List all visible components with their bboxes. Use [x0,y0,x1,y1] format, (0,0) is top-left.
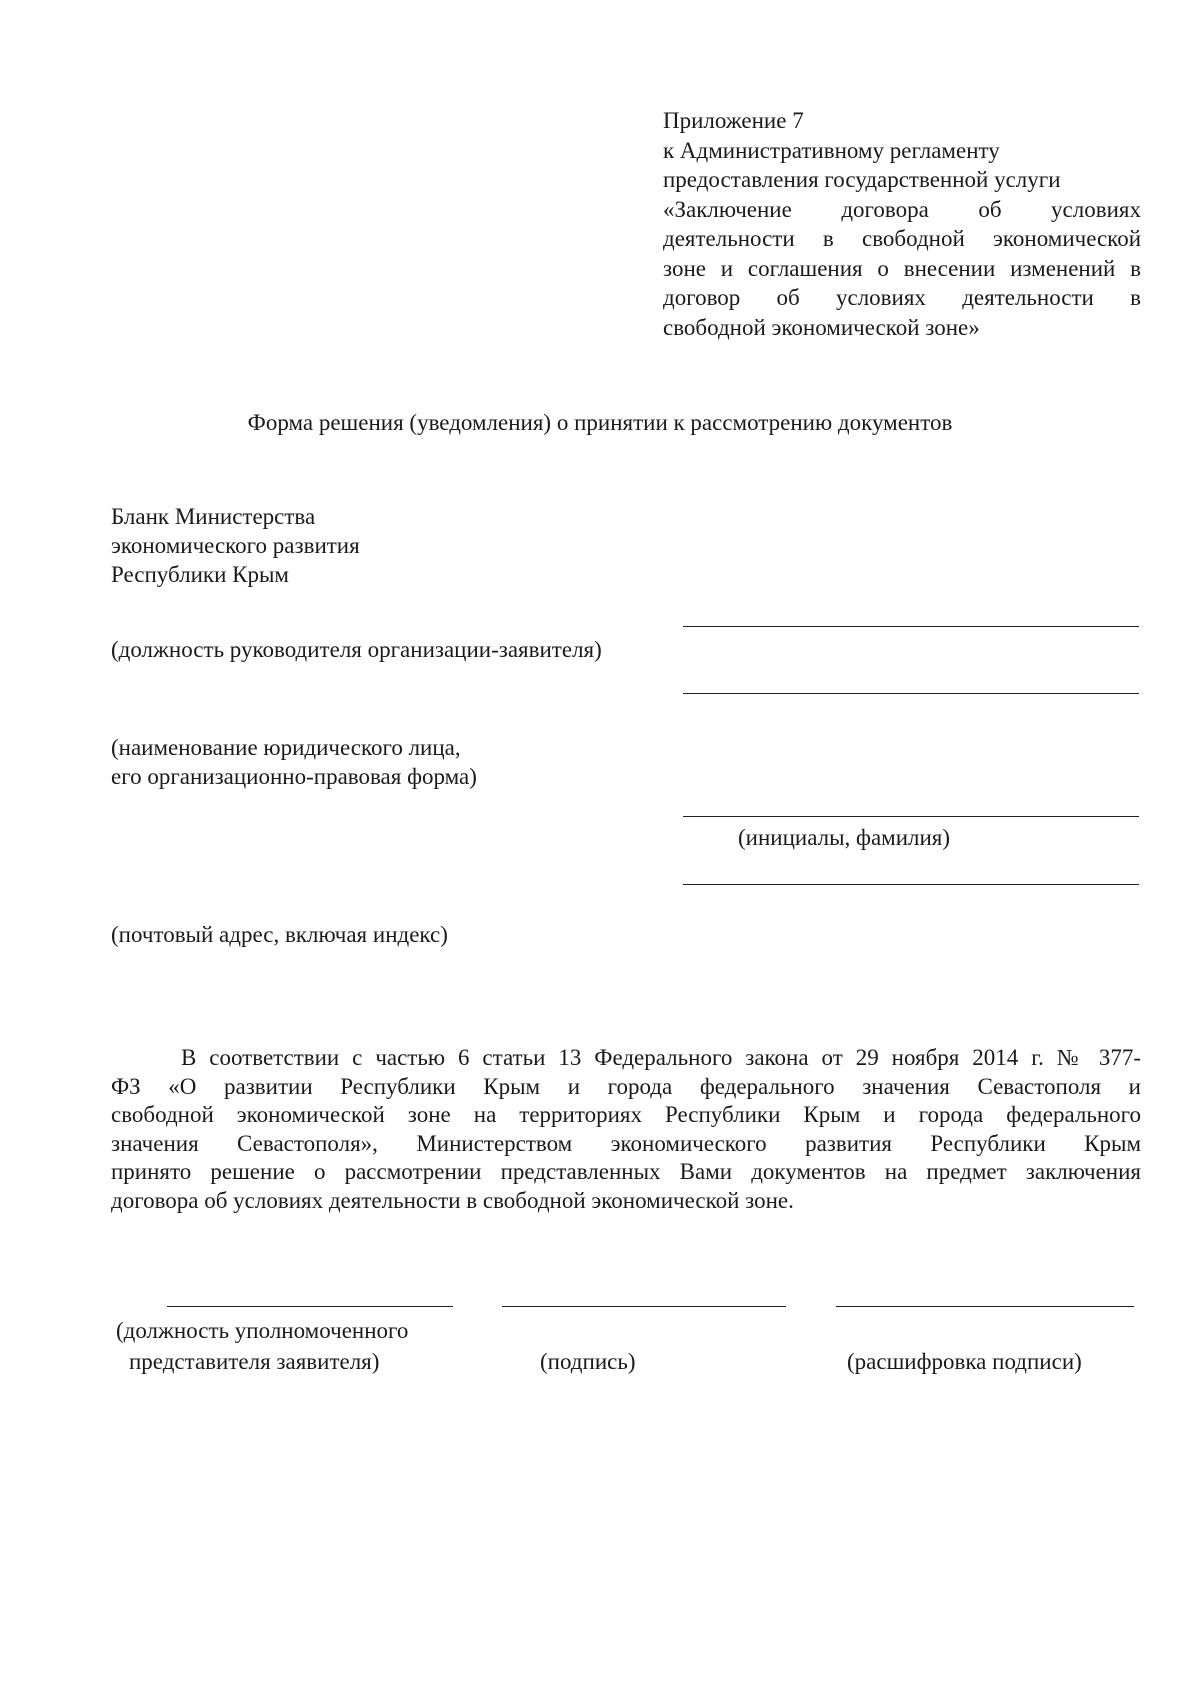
address-blank-line [683,884,1139,885]
letterhead-line: Республики Крым [111,562,289,587]
position-caption: (должность руководителя организации-заявителя) [111,637,602,662]
signature-caption: (подпись) [540,1349,636,1374]
paragraph-line: свободной экономической зоне на территориях Республики Крым и города федерального [111,1102,1141,1128]
entity-blank-line [683,693,1139,694]
letterhead-line: экономического развития [111,533,360,558]
appendix-line: Приложение 7 [663,108,804,133]
appendix-line: предоставления государственной услуги [663,167,1061,192]
appendix-line: свободной экономической зоне» [663,314,980,340]
appendix-line: зоне и соглашения о внесении изменений в [663,255,1141,281]
letterhead-line: Бланк Министерства [111,504,316,529]
paragraph-line: В соответствии с частью 6 статьи 13 Федерального закона от 29 ноября 2014 г. № 377- [181,1045,1141,1070]
paragraph-line: ФЗ «О развитии Республики Крым и города федерального значения Севастополя и [111,1073,1141,1099]
entity-caption-line: (наименование юридического лица, [111,735,461,760]
appendix-line: деятельности в свободной экономической [663,226,1141,251]
paragraph-line: принято решение о рассмотрении представленных Вами документов на предмет заключения [111,1159,1141,1185]
appendix-reference [663,106,1141,342]
entity-caption-line: его организационно-правовая форма) [111,764,477,789]
decoding-caption: (расшифровка подписи) [847,1349,1082,1374]
paragraph-line: договора об условиях деятельности в свободной экономической зоне. [111,1187,794,1213]
initials-caption: (инициалы, фамилия) [738,825,951,850]
paragraph-line: значения Севастополя», Министерством экономического развития Республики Крым [111,1130,1141,1156]
position-blank-line [683,626,1139,627]
representative-caption-line: представителя заявителя) [129,1349,380,1374]
initials-blank-line [683,816,1139,817]
decoding-blank-line [836,1306,1134,1307]
letterhead [111,502,360,589]
decision-paragraph [111,1044,1141,1216]
appendix-line: «Заключение договора об условиях [663,196,1141,222]
signature-blank-line [502,1306,786,1307]
representative-blank-line [167,1306,453,1307]
form-title: Форма решения (уведомления) о принятии к рассмотрению документов [247,410,953,435]
appendix-line: договор об условиях деятельности в [663,285,1141,310]
appendix-line: к Административному регламенту [663,137,1000,163]
representative-caption-line: (должность уполномоченного [116,1318,409,1343]
address-caption: (почтовый адрес, включая индекс) [111,922,448,947]
